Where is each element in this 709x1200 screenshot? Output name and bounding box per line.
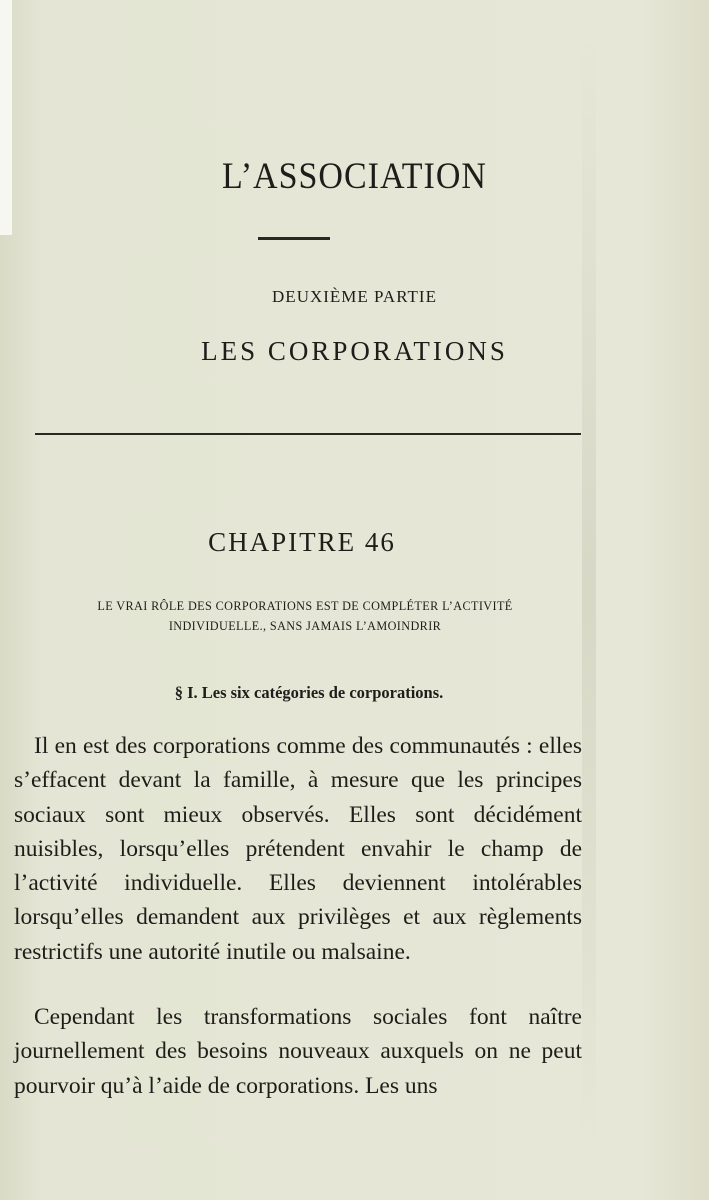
- scan-margin-patch: [0, 0, 12, 235]
- part-label: DEUXIÈME PARTIE: [272, 287, 437, 306]
- body-paragraph-2: Cependant les transformations sociales font naître journellement des besoins nouveaux auxquels on ne peut pourvoir qu’à l’aide de corporations. Les uns: [14, 1004, 582, 1099]
- book-title: L’ASSOCIATION: [222, 156, 487, 197]
- part-title: LES CORPORATIONS: [201, 336, 508, 366]
- chapter-summary-line-1: LE VRAI RÔLE DES CORPORATIONS EST DE COMPLÉTER L’ACTIVITÉ: [97, 599, 513, 613]
- title-divider: [258, 237, 330, 240]
- chapter-heading: CHAPITRE 46: [208, 527, 396, 557]
- chapter-summary: [40, 596, 570, 636]
- page-bleed-through: [582, 40, 596, 1140]
- header-rule: [35, 433, 581, 435]
- body-paragraph-1: Il en est des corporations comme des communautés : elles s’effacent devant la famille, à mesure que les principes sociaux sont mieux observés. Elles sont décidément nuisibles, lorsqu’elles prétendent envahir le champ de l’activité individuelle. Elles deviennent intolérables lorsqu’elles demandent aux privilèges et aux règlements restrictifs une autorité inutile ou malsaine.: [14, 733, 582, 965]
- chapter-summary-line-2: INDIVIDUELLE., SANS JAMAIS L’AMOINDRIR: [168, 619, 442, 633]
- section-heading: § I. Les six catégories de corporations.: [174, 683, 444, 702]
